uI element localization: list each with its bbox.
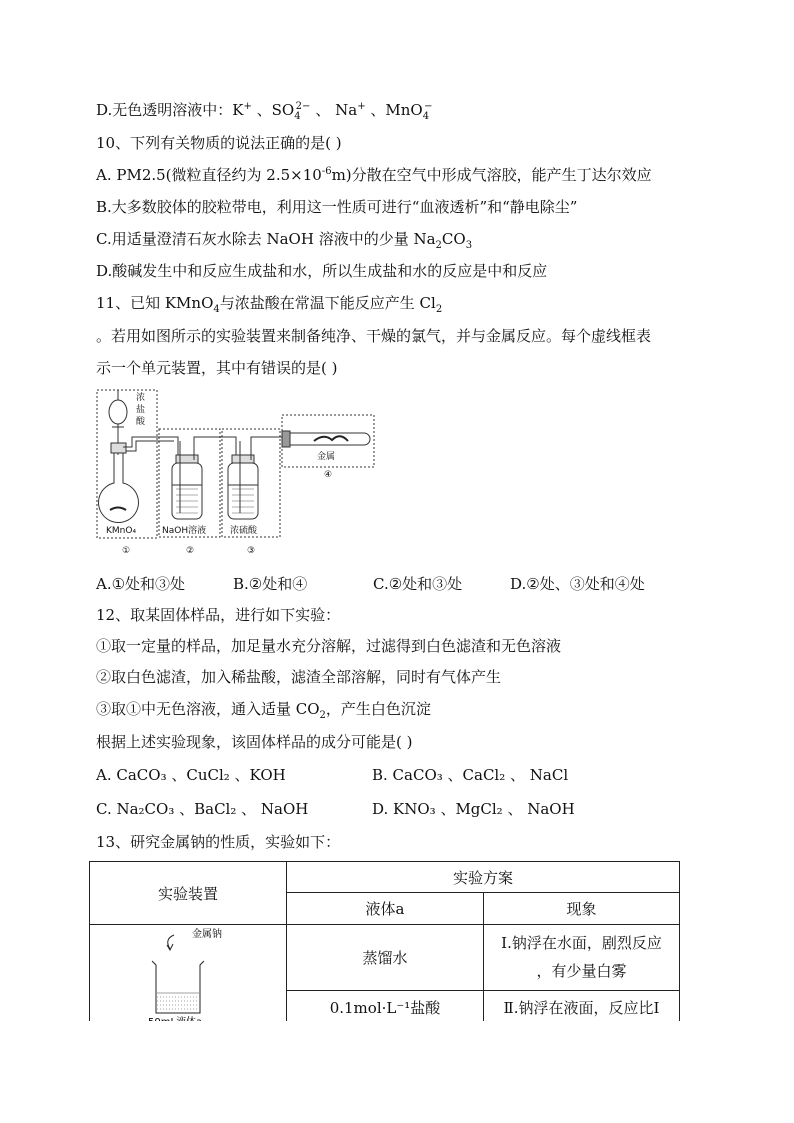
label-kmno4: KMnO₄ <box>106 526 137 536</box>
experiment-table <box>89 861 680 1026</box>
label-acid-1: 浓 <box>136 393 146 403</box>
q11-stem-line2: 。若用如图所示的实验装置来制备纯净、干燥的氯气，并与金属反应。每个虚线框表 <box>96 327 652 345</box>
beaker-figure <box>90 925 286 1025</box>
q12-stem: 12、取某固体样品，进行如下实验： <box>96 606 341 624</box>
q11-option-a: A.①处和③处 <box>96 575 186 593</box>
q12-option-c: C. Na₂CO₃ 、BaCl₂ 、 NaOH <box>96 800 309 818</box>
q10-stem: 10、下列有关物质的说法正确的是( ) <box>96 134 342 152</box>
q11-stem-line3: 示一个单元装置，其中有错误的是( ) <box>96 359 338 377</box>
header-plan: 实验方案 <box>287 862 680 893</box>
label-n2: ② <box>186 546 195 556</box>
q12-step2: ②取白色滤渣，加入稀盐酸，滤渣全部溶解，同时有气体产生 <box>96 668 502 686</box>
q10-option-c: C.用适量澄清石灰水除去 NaOH 溶液中的少量 $Na_2CO_3$ <box>96 230 473 251</box>
q12-option-b: B. CaCO₃ 、CaCl₂ 、 NaCl <box>372 766 569 784</box>
q10-option-d: D.酸碱发生中和反应生成盐和水，所以生成盐和水的反应是中和反应 <box>96 262 548 280</box>
row1-liquid: 蒸馏水 <box>287 925 484 991</box>
label-metal: 金属 <box>317 452 336 462</box>
sodium-label: 金属钠 <box>192 929 222 940</box>
q12-step1: ①取一定量的样品，加足量水充分溶解，过滤得到白色滤渣和无色溶液 <box>96 637 562 655</box>
header-phenomenon: 现象 <box>484 893 680 925</box>
q12-option-d: D. KNO₃ 、MgCl₂ 、 NaOH <box>372 800 575 818</box>
q13-stem: 13、研究金属钠的性质，实验如下： <box>96 833 341 851</box>
header-apparatus: 实验装置 <box>90 862 287 925</box>
q12-option-a: A. CaCO₃ 、CuCl₂ 、KOH <box>96 766 286 784</box>
label-h2so4: 浓硫酸 <box>230 526 258 536</box>
label-naoh: NaOH溶液 <box>162 526 207 536</box>
label-acid-2: 盐 <box>136 405 146 415</box>
q11-option-b: B.②处和④ <box>233 575 308 593</box>
label-n1: ① <box>122 546 131 556</box>
page-cut <box>89 1021 689 1123</box>
q11-option-c: C.②处和③处 <box>373 575 463 593</box>
q11-option-d: D.②处、③处和④处 <box>510 575 645 593</box>
chlorine-apparatus-figure <box>96 385 386 560</box>
header-liquid: 液体a <box>287 893 484 925</box>
apparatus-cell <box>90 925 287 1026</box>
q10-option-b: B.大多数胶体的胶粒带电，利用这一性质可进行“血液透析”和“静电除尘” <box>96 198 578 216</box>
row2-liquid: 0.1mol·L⁻¹盐酸 <box>287 990 484 1025</box>
q10-option-a: A. PM2.5(微粒直径约为 $2.5\times 10^{-6}m$)分散在空气中形成气溶胶，能产生丁达尔效应 <box>96 166 652 184</box>
label-n3: ③ <box>247 546 256 556</box>
q11-stem-line1: 11、已知 KMnO$_4$与浓盐酸在常温下能反应产生 $Cl_2$ <box>96 294 443 315</box>
q12-step3: ③取①中无色溶液，通入适量 $CO_2$，产生白色沉淀 <box>96 700 431 721</box>
q12-question: 根据上述实验现象，该固体样品的成分可能是( ) <box>96 733 413 751</box>
q9-option-d: D.无色透明溶液中：K+ 、$SO_4^{2-}$ 、 Na+ 、MnO$_4$− <box>96 101 433 122</box>
row2-phenomenon: Ⅱ.钠浮在液面，反应比Ⅰ <box>484 990 680 1025</box>
row1-phenomenon: Ⅰ.钠浮在水面，剧烈反应 ，有少量白雾 <box>484 925 680 991</box>
label-n4: ④ <box>324 470 333 480</box>
label-acid-3: 酸 <box>136 417 146 427</box>
